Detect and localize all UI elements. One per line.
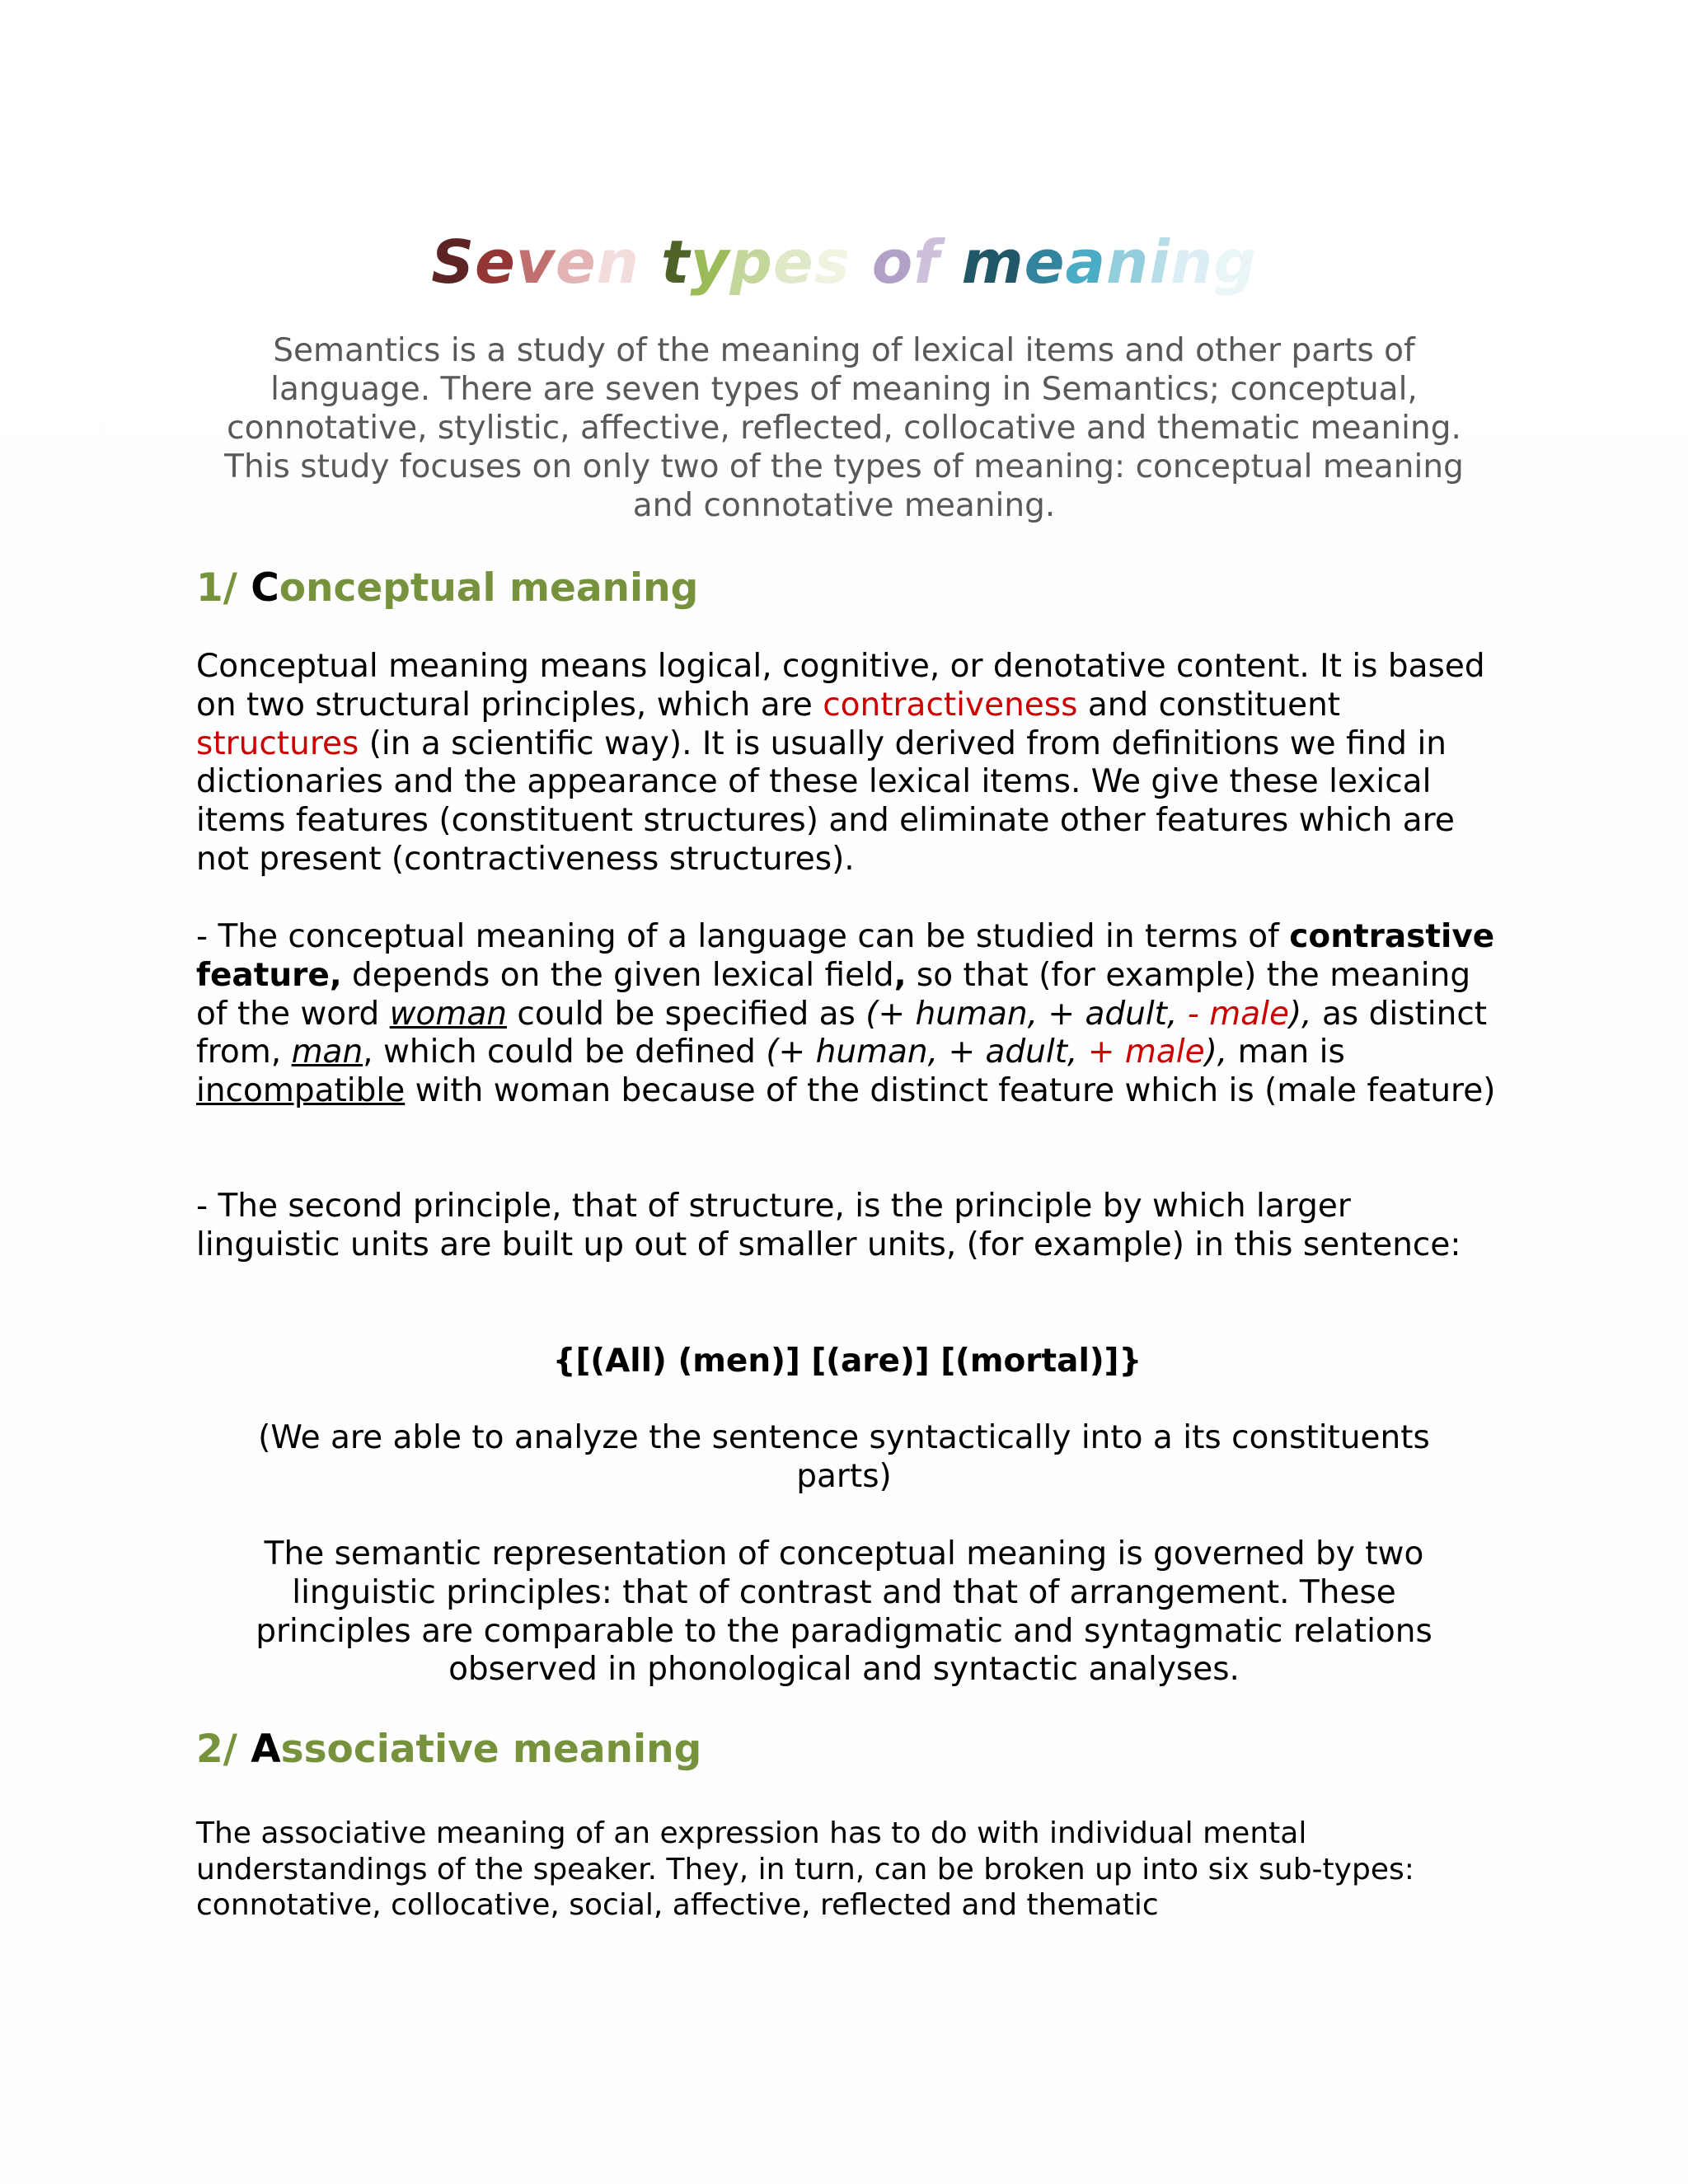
section-heading-conceptual <box>196 564 698 613</box>
title-letter: e <box>772 227 814 297</box>
title-word-meaning <box>962 227 1257 297</box>
conceptual-paragraph-3: - The second principle, that of structure, is the principle by which larger linguistic units are built up out of smaller units, (for example) in this sentence: <box>196 1188 1461 1263</box>
title-letter: y <box>690 227 730 297</box>
title-letter: S <box>431 227 476 297</box>
section-title-rest: ssociative meaning <box>280 1727 702 1772</box>
title-letter: n <box>1106 227 1150 297</box>
conceptual-paragraph-4: (We are able to analyze the sentence syntactically into a its constituents parts) <box>258 1419 1430 1495</box>
text-run: man is <box>1227 1033 1345 1071</box>
document-title <box>0 221 1688 303</box>
title-letter: o <box>871 227 914 297</box>
text-run: could be specified as <box>507 995 866 1033</box>
highlight-term: contractiveness <box>823 686 1078 724</box>
title-letter: t <box>661 227 691 297</box>
title-letter: s <box>814 227 851 297</box>
text-run: and constituent <box>1077 686 1341 724</box>
conceptual-paragraph-1 <box>196 648 1498 879</box>
feature-set-end: ), <box>1204 1033 1228 1071</box>
section-number: 1/ <box>196 565 251 611</box>
title-letter: a <box>1065 227 1107 297</box>
section-heading-associative <box>196 1725 701 1774</box>
text-run: - The conceptual meaning of a language can be studied in terms of <box>196 918 1290 955</box>
text-run: so that (for example) the meaning of the word <box>196 956 1471 1033</box>
text-run: (in a scientific way). It is usually derived from definitions we find in dictionaries and the appearance of these lexical items. We give these lexical items features (constituent structures) and eliminate other features which are not present (contractiveness structures). <box>196 724 1455 878</box>
conceptual-paragraph-5: The semantic representation of conceptual meaning is governed by two linguistic principles: that of contrast and that of arrangement. These principles are comparable to the paradigmatic and syntagmatic relations observed in phonological and syntactic analyses. <box>256 1535 1432 1689</box>
title-letter: i <box>1149 227 1170 297</box>
feature-minus-male: - male <box>1187 995 1289 1033</box>
feature-set: (+ human, + adult, <box>865 995 1188 1033</box>
feature-plus-male: + male <box>1087 1033 1205 1071</box>
text-run: , which could be defined <box>363 1033 767 1071</box>
text-run: depends on the given lexical field <box>341 956 894 994</box>
associative-paragraph-1: The associative meaning of an expression has to do with individual mental understandings of the speaker. They, in turn, can be broken up into six sub-types: connotative, collocative, social, affective, reflected and thematic <box>196 1816 1414 1922</box>
section-title-rest: onceptual meaning <box>279 565 699 611</box>
conceptual-paragraph-2 <box>196 918 1498 1111</box>
title-word-of <box>872 227 940 297</box>
title-letter: p <box>729 227 773 297</box>
bold-term: contrastive feature, <box>196 918 1495 994</box>
text-run: Conceptual meaning means logical, cognitive, or denotative content. It is based on two structural principles, which are <box>196 648 1485 724</box>
intro-paragraph: Semantics is a study of the meaning of lexical items and other parts of language. There are seven types of meaning in Semantics; conceptual, connotative, stylistic, affective, reflected, collocative and thematic meaning. This study focuses on only two of the types of meaning: conceptual meaning and connotative meaning. <box>224 332 1464 524</box>
bold-comma: , <box>893 956 907 994</box>
title-letter: e <box>555 227 597 297</box>
title-letter: e <box>475 227 516 297</box>
title-word-seven <box>431 227 640 297</box>
example-word-woman: woman <box>389 995 508 1033</box>
title-letter: n <box>596 227 640 297</box>
highlight-term: structures <box>196 724 359 762</box>
title-letter: g <box>1213 227 1257 297</box>
section-initial: A <box>251 1727 281 1772</box>
title-letter: f <box>913 227 940 297</box>
section-number: 2/ <box>196 1727 251 1772</box>
title-letter: e <box>1024 227 1066 297</box>
title-letter: v <box>515 227 556 297</box>
title-letter: m <box>961 227 1025 297</box>
text-run: as distinct from, <box>196 995 1488 1071</box>
constituent-formula: {[(All) (men)] [(are)] [(mortal)]} <box>552 1343 1142 1380</box>
title-word-types <box>661 227 851 297</box>
underlined-term: incompatible <box>196 1072 406 1110</box>
feature-set: (+ human, + adult, <box>766 1033 1088 1071</box>
text-run: with woman because of the distinct feature which is (male feature) <box>405 1072 1496 1110</box>
title-letter: n <box>1170 227 1214 297</box>
example-word-man: man <box>291 1033 363 1071</box>
feature-set-end: ), <box>1288 995 1312 1033</box>
section-initial: C <box>251 565 279 611</box>
